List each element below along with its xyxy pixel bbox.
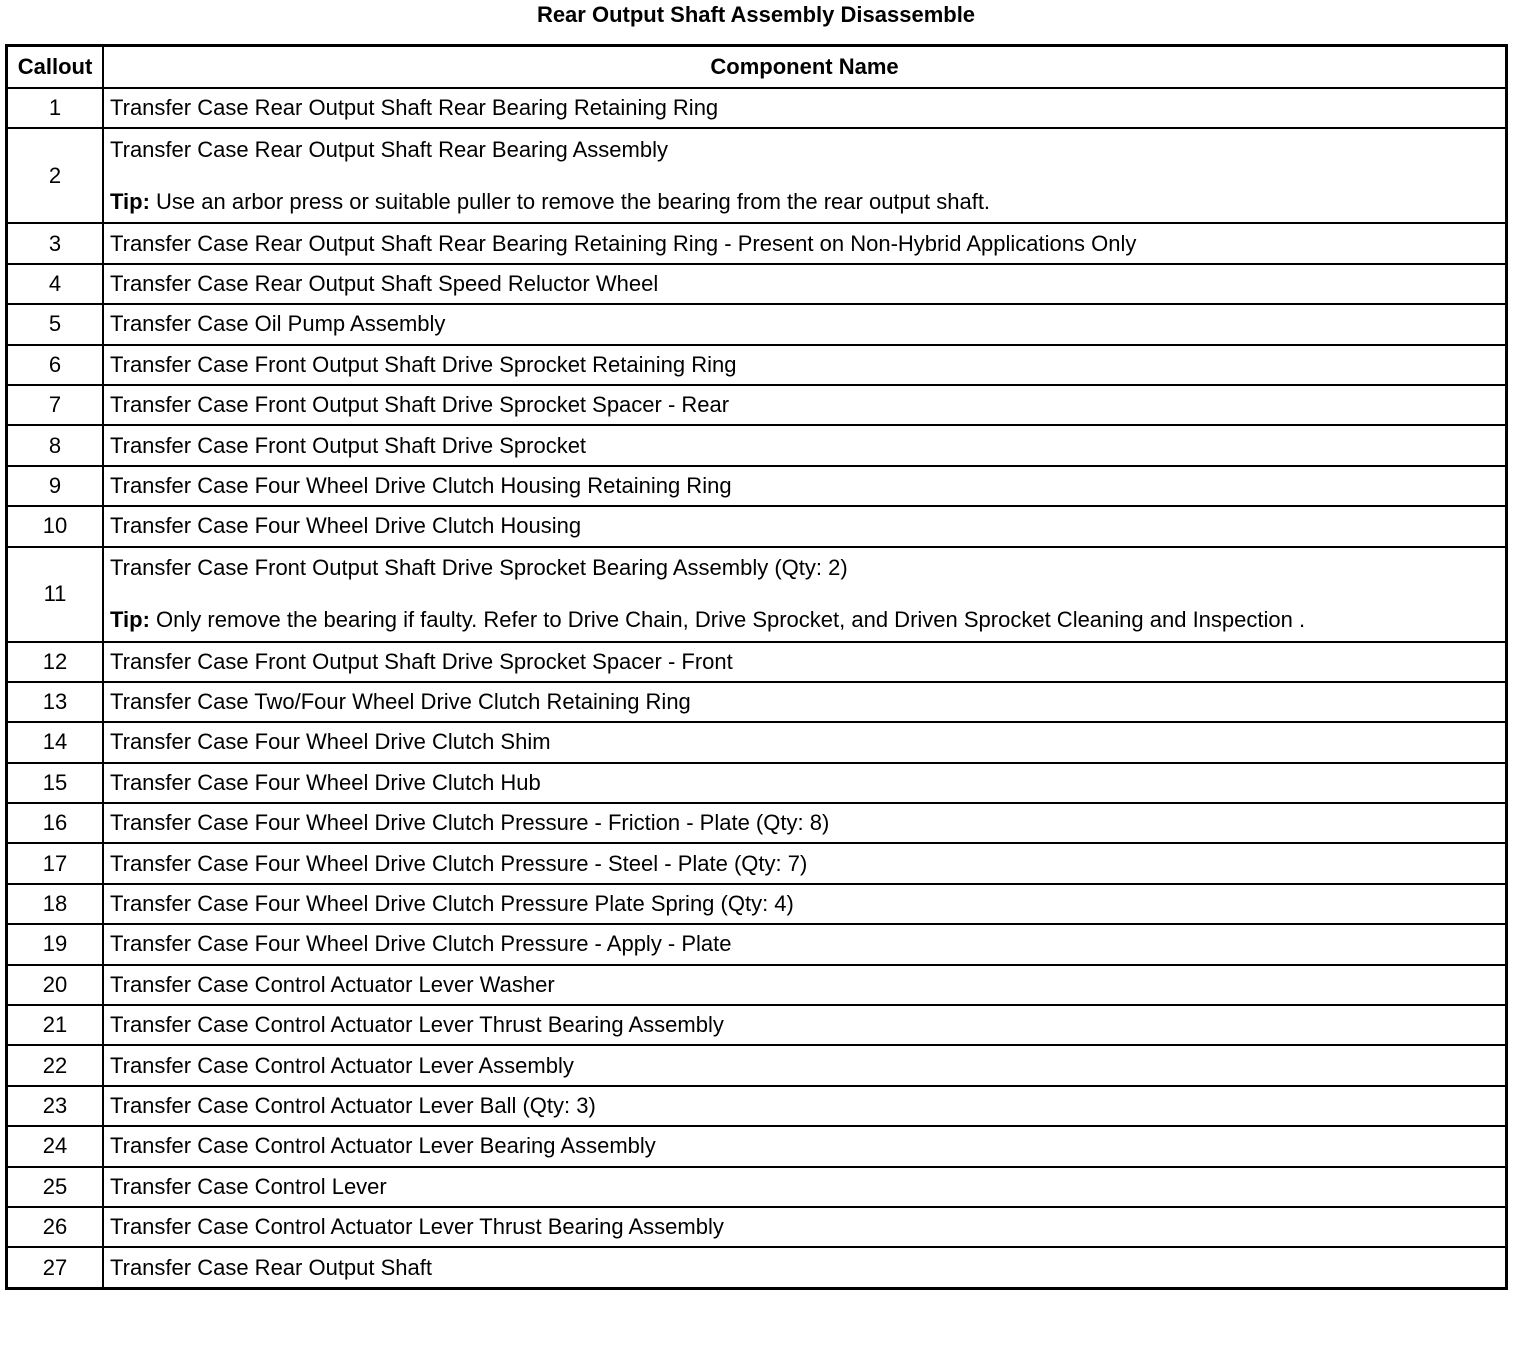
component-cell: Transfer Case Rear Output Shaft	[103, 1247, 1507, 1288]
component-cell: Transfer Case Control Actuator Lever Washer	[103, 965, 1507, 1005]
callout-cell: 24	[7, 1126, 104, 1166]
tip-text: Only remove the bearing if faulty. Refer to Drive Chain, Drive Sprocket, and Driven Sprocket Cleaning and Inspection .	[156, 607, 1306, 633]
callout-header: Callout	[7, 46, 104, 89]
table-row	[7, 642, 1507, 682]
components-table	[5, 44, 1508, 1290]
component-cell: Transfer Case Front Output Shaft Drive Sprocket Spacer - Rear	[103, 385, 1507, 425]
component-cell	[103, 547, 1507, 642]
component-cell: Transfer Case Four Wheel Drive Clutch Pressure Plate Spring (Qty: 4)	[103, 884, 1507, 924]
table-row	[7, 924, 1507, 964]
callout-cell: 20	[7, 965, 104, 1005]
component-cell: Transfer Case Four Wheel Drive Clutch Pressure - Apply - Plate	[103, 924, 1507, 964]
table-row	[7, 965, 1507, 1005]
component-cell: Transfer Case Four Wheel Drive Clutch Hub	[103, 763, 1507, 803]
callout-cell: 12	[7, 642, 104, 682]
callout-cell: 13	[7, 682, 104, 722]
component-cell: Transfer Case Four Wheel Drive Clutch Housing	[103, 506, 1507, 546]
callout-cell: 1	[7, 88, 104, 128]
callout-cell: 17	[7, 843, 104, 883]
callout-cell: 26	[7, 1207, 104, 1247]
component-cell: Transfer Case Rear Output Shaft Speed Reluctor Wheel	[103, 264, 1507, 304]
component-cell: Transfer Case Control Actuator Lever Ball (Qty: 3)	[103, 1086, 1507, 1126]
table-row	[7, 264, 1507, 304]
table-row	[7, 1207, 1507, 1247]
callout-cell: 21	[7, 1005, 104, 1045]
table-row	[7, 1126, 1507, 1166]
tip-note	[110, 189, 1499, 215]
callout-cell: 23	[7, 1086, 104, 1126]
callout-cell: 5	[7, 304, 104, 344]
table-row	[7, 304, 1507, 344]
table-row	[7, 763, 1507, 803]
table-row	[7, 682, 1507, 722]
component-cell	[103, 128, 1507, 223]
callout-cell: 8	[7, 425, 104, 465]
table-row	[7, 803, 1507, 843]
callout-cell: 18	[7, 884, 104, 924]
table-row	[7, 223, 1507, 263]
table-row	[7, 547, 1507, 642]
tip-text: Use an arbor press or suitable puller to remove the bearing from the rear output shaft.	[156, 188, 991, 214]
table-row	[7, 385, 1507, 425]
callout-cell: 15	[7, 763, 104, 803]
component-cell: Transfer Case Control Actuator Lever Thrust Bearing Assembly	[103, 1005, 1507, 1045]
table-row	[7, 466, 1507, 506]
table-row	[7, 88, 1507, 128]
table-row	[7, 425, 1507, 465]
callout-cell: 25	[7, 1167, 104, 1207]
component-cell: Transfer Case Rear Output Shaft Rear Bearing Retaining Ring - Present on Non-Hybrid Applications Only	[103, 223, 1507, 263]
callout-cell: 19	[7, 924, 104, 964]
component-cell: Transfer Case Four Wheel Drive Clutch Shim	[103, 722, 1507, 762]
table-row	[7, 128, 1507, 223]
component-cell: Transfer Case Two/Four Wheel Drive Clutch Retaining Ring	[103, 682, 1507, 722]
component-cell: Transfer Case Front Output Shaft Drive Sprocket	[103, 425, 1507, 465]
tip-label: Tip:	[110, 188, 150, 214]
component-cell: Transfer Case Front Output Shaft Drive Sprocket Retaining Ring	[103, 345, 1507, 385]
tip-note	[110, 607, 1499, 633]
component-cell: Transfer Case Control Lever	[103, 1167, 1507, 1207]
component-cell: Transfer Case Four Wheel Drive Clutch Housing Retaining Ring	[103, 466, 1507, 506]
component-header: Component Name	[103, 46, 1507, 89]
component-name: Transfer Case Rear Output Shaft Rear Bearing Assembly	[110, 136, 668, 162]
table-row	[7, 843, 1507, 883]
component-cell: Transfer Case Oil Pump Assembly	[103, 304, 1507, 344]
table-row	[7, 1167, 1507, 1207]
callout-cell: 3	[7, 223, 104, 263]
table-row	[7, 345, 1507, 385]
table-row	[7, 1005, 1507, 1045]
page-title: Rear Output Shaft Assembly Disassemble	[536, 2, 976, 27]
component-cell: Transfer Case Control Actuator Lever Thrust Bearing Assembly	[103, 1207, 1507, 1247]
component-cell: Transfer Case Four Wheel Drive Clutch Pressure - Friction - Plate (Qty: 8)	[103, 803, 1507, 843]
callout-cell: 4	[7, 264, 104, 304]
table-row	[7, 1247, 1507, 1288]
table-row	[7, 506, 1507, 546]
callout-cell: 10	[7, 506, 104, 546]
component-cell: Transfer Case Front Output Shaft Drive Sprocket Spacer - Front	[103, 642, 1507, 682]
callout-cell: 27	[7, 1247, 104, 1288]
component-name: Transfer Case Front Output Shaft Drive Sprocket Bearing Assembly (Qty: 2)	[110, 555, 848, 581]
callout-cell: 9	[7, 466, 104, 506]
callout-cell: 14	[7, 722, 104, 762]
component-cell: Transfer Case Control Actuator Lever Assembly	[103, 1045, 1507, 1085]
table-row	[7, 722, 1507, 762]
callout-cell: 22	[7, 1045, 104, 1085]
header-row	[7, 46, 1507, 89]
component-cell: Transfer Case Rear Output Shaft Rear Bearing Retaining Ring	[103, 88, 1507, 128]
callout-cell: 7	[7, 385, 104, 425]
tip-label: Tip:	[110, 607, 150, 633]
table-row	[7, 884, 1507, 924]
callout-cell: 11	[7, 547, 104, 642]
table-row	[7, 1086, 1507, 1126]
table-row	[7, 1045, 1507, 1085]
component-cell: Transfer Case Control Actuator Lever Bearing Assembly	[103, 1126, 1507, 1166]
callout-cell: 6	[7, 345, 104, 385]
callout-cell: 16	[7, 803, 104, 843]
component-cell: Transfer Case Four Wheel Drive Clutch Pressure - Steel - Plate (Qty: 7)	[103, 843, 1507, 883]
callout-cell: 2	[7, 128, 104, 223]
